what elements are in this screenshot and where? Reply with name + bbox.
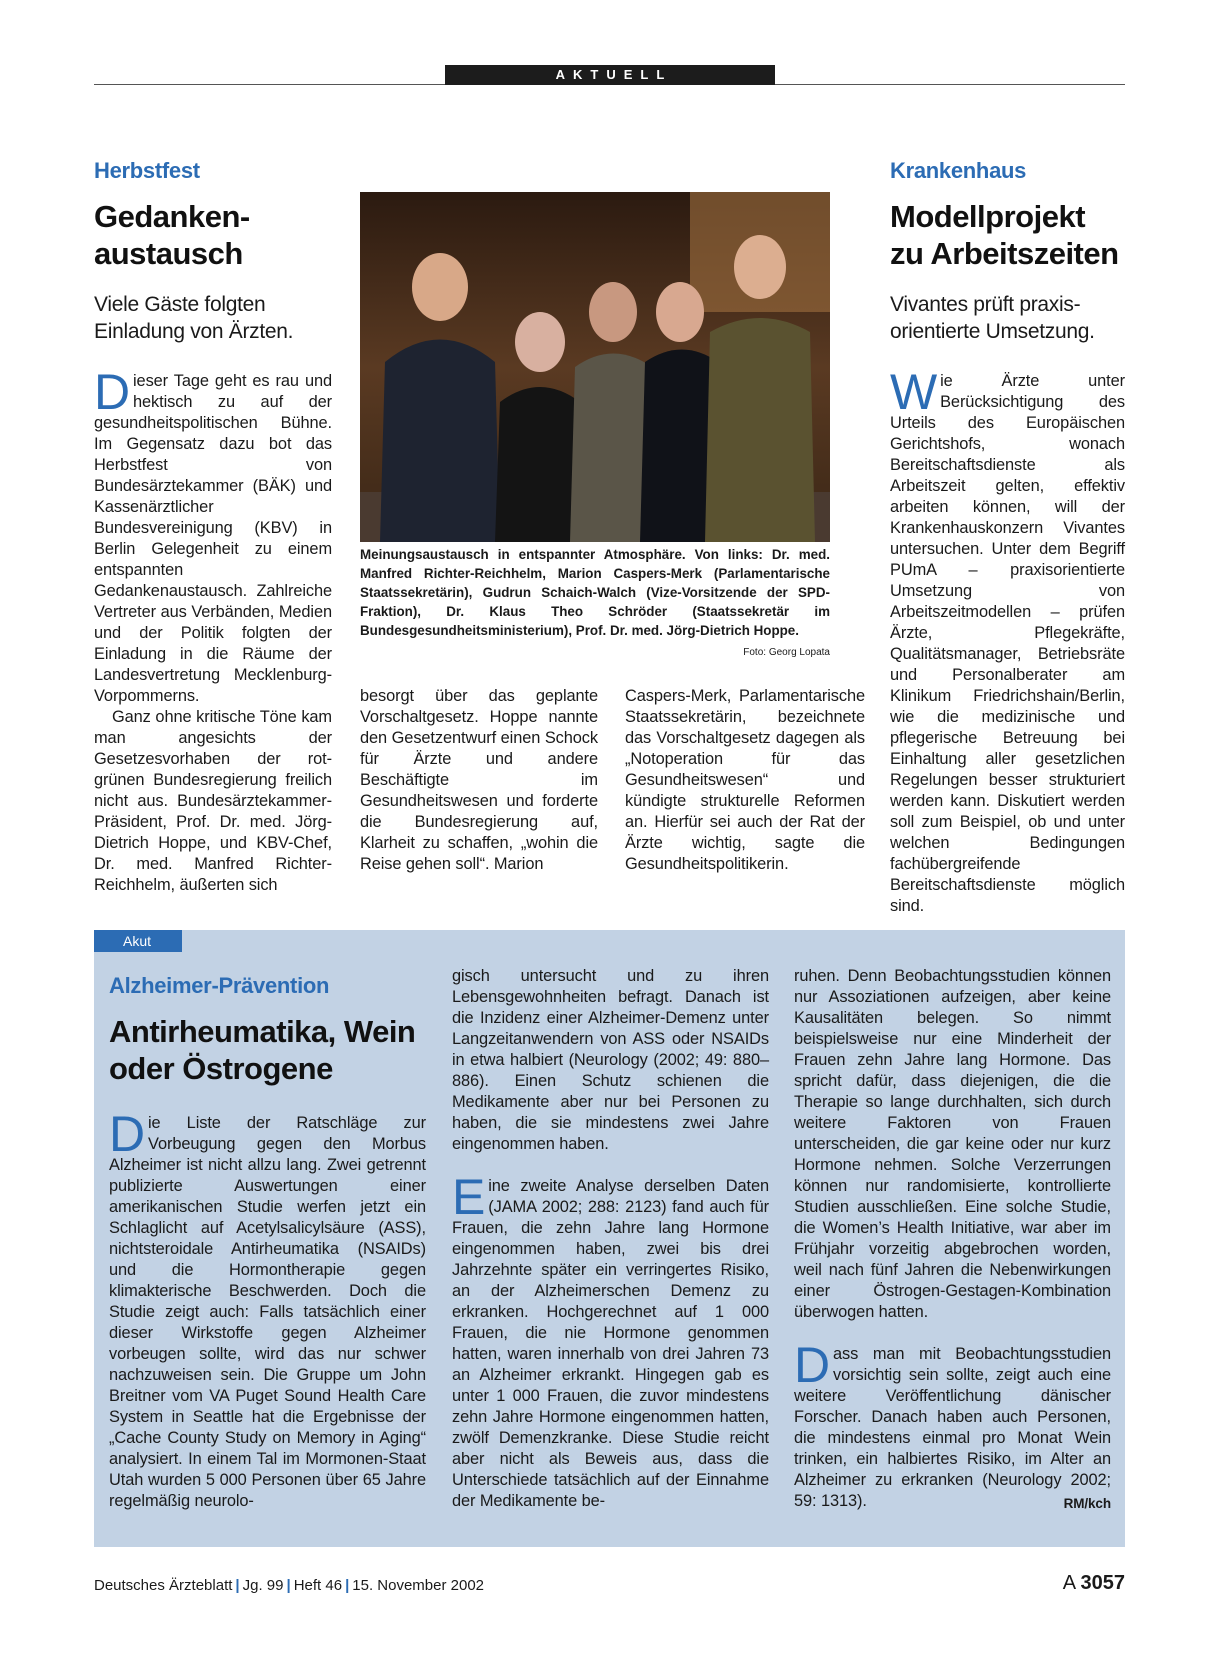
footer-page-number — [1063, 1572, 1125, 1595]
photo-caption — [360, 545, 830, 662]
akut-col1-paragraph — [109, 1106, 426, 1512]
right-subhead-line2: orientierte Umsetzung. — [890, 320, 1095, 343]
akut-headline-line1: Antirheumatika, Wein — [109, 1014, 416, 1049]
akut-kicker: Alzheimer-Prävention — [109, 973, 330, 998]
section-label: AKTUELL — [445, 65, 775, 85]
right-subhead — [890, 291, 1130, 345]
left-article-col1 — [94, 364, 332, 896]
footer-volume: Jg. 99 — [242, 1577, 284, 1594]
right-kicker: Krankenhaus — [890, 158, 1027, 183]
left-col1-p1-text: ieser Tage geht es rau und hektisch zu auf der gesundheitspolitischen Bühne. Im Gegensatz dazu bot das Herbstfest von Bundesärztekammer (BÄK) und Kassenärztlicher Bundesvereinigung (KBV) in Berlin Gelegenheit zu einem entspannten Gedankenaustausch. Zahlreiche Vertreter aus Verbänden, Medien und der Politik folgten der Einladung in die Räume der Landesvertretung Mecklenburg-Vorpommerns. — [94, 372, 332, 705]
akut-signature: RM/kch — [1063, 1496, 1111, 1511]
right-paragraph — [890, 364, 1125, 917]
left-kicker: Herbstfest — [94, 158, 200, 183]
right-headline-line1: Modellprojekt — [890, 199, 1086, 234]
akut-col3 — [794, 966, 1111, 1514]
left-article-col3: Caspers-Merk, Parlamentarische Staatssekretärin, bezeichnete das Vorschaltgesetz dagegen als „Notoperation für das Gesundheitswesen“ und kündigte strukturelle Reformen an. Hierfür sei auch der Rat der Ärzte wichtig, sagte die Gesundheitspolitikerin. — [625, 687, 865, 873]
footer-citation — [94, 1577, 484, 1594]
left-headline-line1: Gedanken- — [94, 199, 250, 234]
event-photo-image — [360, 192, 830, 542]
footer-separator: | — [235, 1577, 240, 1594]
akut-col1-text: ie Liste der Ratschläge zur Vorbeugung gegen den Morbus Alzheimer ist nicht allzu lang. Zwei getrennt publizierte Auswertungen einer amerikanischen Studie werfen jetzt ein Schlaglicht auf Acetylsalicylsäure (ASS), nichtsteroidale Antirheumatika (NSAIDs) und die Hormontherapie gegen klimakterische Beschwerden. Doch die Studie zeigt auch: Falls tatsächlich einer dieser Wirkstoffe gegen Alzheimer vorbeugen sollte, wird das nur schwer nachzuweisen sein. Die Gruppe um John Breitner vom VA Puget Sound Health Care System in Seattle hat die Ergebnisse der „Cache County Study on Memory in Aging“ analysiert. In einem Tal im Mormonen-Staat Utah wurden 5 000 Personen über 65 Jahre regelmäßig neurolo- — [109, 1114, 426, 1510]
right-headline — [890, 198, 1130, 272]
right-text: ie Ärzte unter Berücksichtigung des Urteils des Europäischen Gerichtshofs, wonach Bereitschaftsdienste als Arbeitszeit gelten, effektiv arbeiten können, will der Krankenhauskonzern Vivantes untersuchen. Unter dem Begriff PUmA – praxisorientierte Umsetzung von Arbeitszeitmodellen – prüfen Ärzte, Pflegekräfte, Qualitätsmanager, Betriebsräte und Personalberater am Klinikum Friedrichshain/Berlin, wie die medizinische und pflegerische Betreuung bei Einhaltung aller gesetzlichen Regelungen besser strukturiert werden kann. Diskutiert werden soll zum Beispiel, ob und unter welchen Bedingungen fachübergreifende Bereitschaftsdienste möglich sind. — [890, 372, 1125, 915]
left-col1-paragraph1 — [94, 364, 332, 707]
photo-credit: Foto: Georg Lopata — [743, 647, 830, 658]
left-dropcap: D — [94, 364, 131, 420]
akut-headline-line2: oder Östrogene — [109, 1051, 333, 1086]
left-subhead — [94, 291, 334, 345]
akut-col2-p2-text: ine zweite Analyse derselben Daten (JAMA 2002; 288: 2123) fand auch für Frauen, die zehn Jahre lang Hormone eingenommen haben, zwei bis drei Jahrzehnte später ein verringertes Risiko, an der Alzheimerschen Demenz zu erkranken. Hochgerechnet auf 1 000 Frauen, die nie Hormone genommen hatten, waren innerhalb von drei Jahren 73 an Alzheimer erkrankt. Hingegen gab es unter 1 000 Frauen, die zuvor mindestens zehn Jahre Hormone eingenommen hatten, zwölf Demenzkranke. Diese Studie reicht aber nicht als Beweis aus, dass die Unterschiede tatsächlich auf der Einnahme der Medikamente be- — [452, 1177, 769, 1510]
left-article-col2: besorgt über das geplante Vorschaltgesetz. Hoppe nannte den Gesetzentwurf einen Schock für Ärzte und andere Beschäftigte im Gesundheitswesen und forderte die Bundesregierung auf, Klarheit zu schaffen, „wohin die Reise gehen soll“. Marion — [360, 687, 598, 873]
footer-page-prefix: A — [1062, 1572, 1075, 1594]
akut-tab: Akut — [94, 930, 182, 952]
akut-col2-paragraph2 — [452, 1169, 769, 1512]
left-subhead-line1: Viele Gäste folgten — [94, 293, 266, 316]
akut-col1 — [109, 1106, 426, 1512]
event-photo — [360, 192, 830, 542]
right-dropcap: W — [890, 364, 938, 420]
left-subhead-line2: Einladung von Ärzten. — [94, 320, 294, 343]
akut-col2-dropcap: E — [452, 1169, 486, 1225]
akut-col2-paragraph1: gisch untersucht und zu ihren Lebensgewohnheiten befragt. Danach ist die Inzidenz einer Alzheimer-Demenz unter Langzeitanwendern von ASS oder NSAIDs in etwa halbiert (Neurology (2002; 49: 880–886). Einen Schutz schienen die Medikamente aber nur bei Personen zu haben, die sie mindestens zwei Jahre eingenommen haben. — [452, 967, 769, 1153]
right-article-body — [890, 364, 1125, 917]
akut-col1-dropcap: D — [109, 1106, 146, 1162]
akut-col3-dropcap: D — [794, 1337, 831, 1393]
footer-journal: Deutsches Ärzteblatt — [94, 1577, 233, 1594]
akut-col2 — [452, 966, 769, 1512]
photo-caption-text: Meinungsaustausch in entspannter Atmosphäre. Von links: Dr. med. Manfred Richter-Reichhelm, Marion Caspers-Merk (Parlamentarische Staatssekretärin), Gudrun Schaich-Walch (Vize-Vorsitzende der SPD-Fraktion), Dr. Klaus Theo Schröder (Staatssekretär im Bundesgesundheitsministerium), Prof. Dr. med. Jörg-Dietrich Hoppe. — [360, 547, 830, 638]
footer-date: 15. November 2002 — [352, 1577, 485, 1594]
left-headline-line2: austausch — [94, 236, 243, 271]
left-headline — [94, 198, 334, 272]
akut-col3-paragraph2 — [794, 1337, 1111, 1512]
footer-separator: | — [345, 1577, 350, 1594]
footer-page-value: 3057 — [1080, 1572, 1125, 1594]
footer-separator: | — [286, 1577, 291, 1594]
right-subhead-line1: Vivantes prüft praxis- — [890, 293, 1081, 316]
akut-col3-paragraph1: ruhen. Denn Beobachtungsstudien können nur Assoziationen aufzeigen, aber keine Kausalitäten belegen. So nimmt beispielsweise nur eine Minderheit der Frauen zehn Jahre lang Hormone. Das spricht dafür, dass diejenigen, die die Therapie so lange durchhalten, sich durch weitere Faktoren von Frauen unterscheiden, die gar keine oder nur kurz Hormone nehmen. Solche Verzerrungen können nur randomisierte, kontrollierte Studien ausschließen. Eine solche Studie, die Women’s Health Initiative, war aber im Frühjahr vorzeitig abgebrochen worden, weil nach fünf Jahren die Nebenwirkungen einer Östrogen-Gestagen-Kombination überwogen hatten. — [794, 967, 1111, 1321]
akut-headline — [109, 1013, 439, 1087]
footer-issue: Heft 46 — [293, 1577, 343, 1594]
akut-col3-p2-text: ass man mit Beobachtungsstudien vorsichtig sein sollte, zeigt auch eine weitere Veröffentlichung dänischer Forscher. Danach haben auch Personen, die mindestens einmal pro Monat Wein trinken, ein halbiertes Risiko, im Alter an Alzheimer zu erkranken (Neurology 2002; 59: 1313). — [794, 1345, 1111, 1510]
left-col1-paragraph2: Ganz ohne kritische Töne kam man angesichts der Gesetzesvorhaben der rot-grünen Bundesregierung freilich nicht aus. Bundesärztekammer-Präsident, Prof. Dr. med. Jörg-Dietrich Hoppe, und KBV-Chef, Dr. med. Manfred Richter-Reichhelm, äußerten sich — [94, 708, 332, 894]
right-headline-line2: zu Arbeitszeiten — [890, 236, 1119, 271]
